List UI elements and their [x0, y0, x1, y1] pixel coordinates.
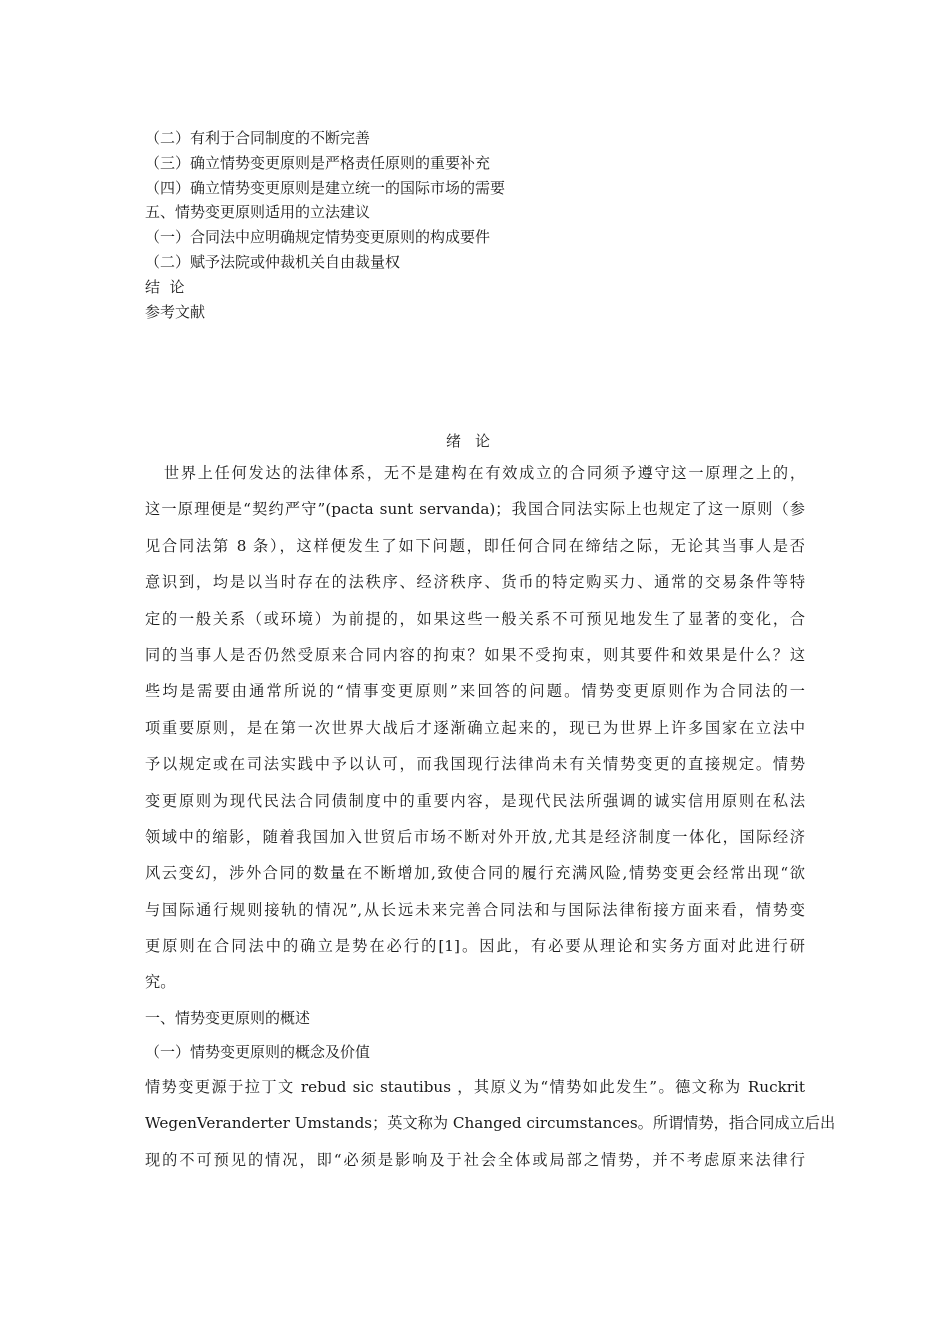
table-of-contents	[145, 126, 825, 324]
paragraph-line: 定的一般关系（或环境）为前提的，如果这些一般关系不可预见地发生了显著的变化，合	[145, 609, 805, 628]
paragraph-line: 同的当事人是否仍然受原来合同内容的拘束？如果不受拘束，则其要件和效果是什么？这	[145, 645, 805, 664]
paragraph-line: 风云变幻，涉外合同的数量在不断增加,致使合同的履行充满风险,情势变更会经常出现“欲	[145, 864, 805, 883]
section-heading: 一、情势变更原则的概述	[145, 1008, 311, 1027]
paragraph-line: 见合同法第 8 条），这样便发生了如下问题，即任何合同在缔结之际，无论其当事人是否	[145, 536, 805, 555]
toc-item: （二）赋予法院或仲裁机关自由裁量权	[145, 252, 401, 271]
paragraph-line: WegenVeranderter Umstands；英文称为 Changed circumstances。所谓情势，指合同成立后出	[145, 1114, 836, 1133]
toc-item: （三）确立情势变更原则是严格责任原则的重要补充	[145, 153, 491, 172]
document-body	[145, 455, 836, 1178]
paragraph-line: 这一原理便是“契约严守”(pacta sunt servanda)；我国合同法实际上也规定了这一原则（参	[145, 500, 805, 519]
paragraph-line: 变更原则为现代民法合同债制度中的重要内容，是现代民法所强调的诚实信用原则在私法	[145, 791, 805, 810]
toc-item: 参考文献	[145, 302, 206, 321]
toc-item: 结 论	[145, 277, 185, 296]
paragraph-line: 意识到，均是以当时存在的法秩序、经济秩序、货币的特定购买力、通常的交易条件等特	[145, 573, 805, 592]
paragraph-line: 情势变更源于拉丁文 rebud sic stautibus ，其原义为“情势如此发生”。德文称为 Ruckrit	[145, 1077, 805, 1096]
paragraph-line: 些均是需要由通常所说的“情事变更原则”来回答的问题。情势变更原则作为合同法的一	[145, 682, 805, 701]
subsection-heading: （一）情势变更原则的概念及价值	[145, 1042, 371, 1061]
paragraph-line: 更原则在合同法中的确立是势在必行的[1]。因此，有必要从理论和实务方面对此进行研	[145, 937, 805, 956]
paragraph-line: 究。	[145, 973, 176, 992]
section-title: 绪论	[445, 432, 504, 450]
toc-item: 五、情势变更原则适用的立法建议	[145, 203, 371, 222]
paragraph-line: 现的不可预见的情况，即“必须是影响及于社会全体或局部之情势，并不考虑原来法律行	[145, 1150, 805, 1169]
paragraph-line: 领域中的缩影，随着我国加入世贸后市场不断对外开放,尤其是经济制度一体化，国际经济	[145, 827, 805, 846]
paragraph-line: 与国际通行规则接轨的情况”,从长远未来完善合同法和与国际法律衔接方面来看，情势变	[145, 900, 805, 919]
toc-item: （二）有利于合同制度的不断完善	[145, 129, 371, 147]
paragraph-line: 项重要原则，是在第一次世界大战后才逐渐确立起来的，现已为世界上许多国家在立法中	[145, 718, 805, 737]
paragraph-line: 世界上任何发达的法律体系，无不是建构在有效成立的合同须予遵守这一原理之上的，	[147, 464, 805, 482]
paragraph-line: 予以规定或在司法实践中予以认可，而我国现行法律尚未有关情势变更的直接规定。情势	[145, 755, 805, 774]
toc-item: （一）合同法中应明确规定情势变更原则的构成要件	[145, 228, 491, 247]
toc-item: （四）确立情势变更原则是建立统一的国际市场的需要	[145, 178, 506, 197]
